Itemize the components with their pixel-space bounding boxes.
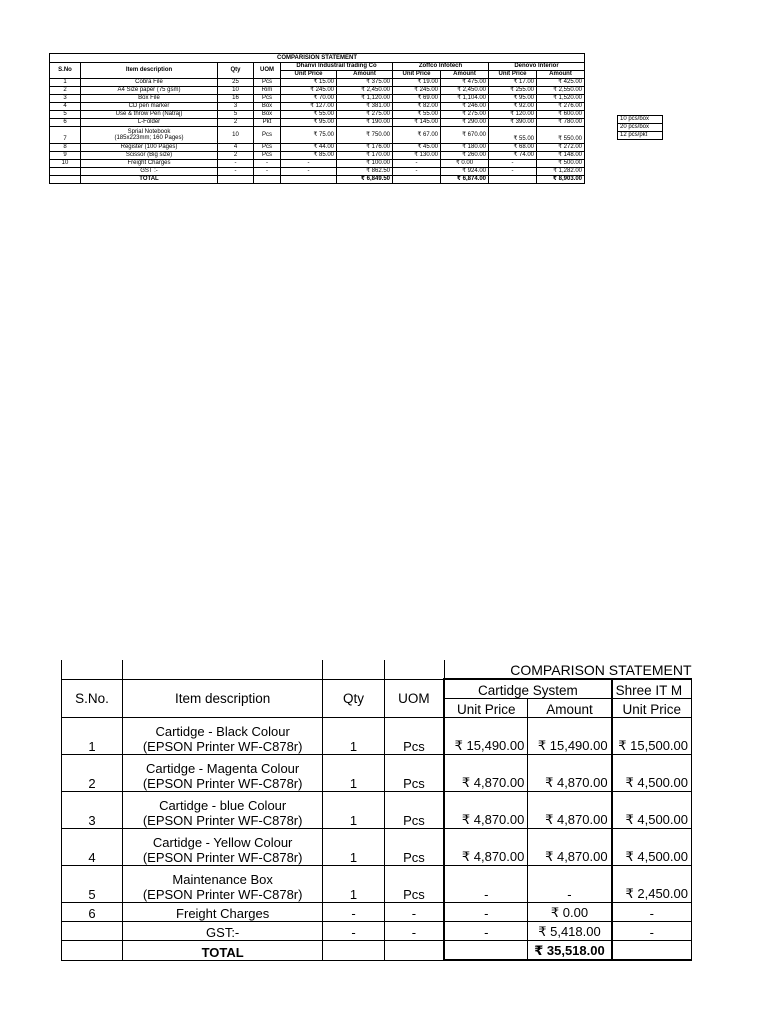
header-sno: S.No: [50, 63, 81, 79]
cell-item: CD pen marker: [81, 103, 218, 111]
cell-sno: 1: [62, 718, 123, 755]
cell-unit-price: ₹ 55.00: [281, 111, 337, 119]
header-vendor-denovo: Denovo Interior: [489, 63, 585, 71]
header-vendor-dhanvi: Dhanvi Industrail trading Co: [281, 63, 393, 71]
cell-unit-price: ₹ 15,490.00: [444, 718, 528, 755]
cell-item-line: (EPSON Printer WF-C878r): [142, 850, 303, 865]
header-qty: Qty: [218, 63, 254, 79]
cell-sno: 5: [62, 866, 123, 903]
cell-amount: ₹ 276.00: [537, 103, 585, 111]
cell-amount: ₹ 600.00: [537, 111, 585, 119]
cell-qty: 5: [218, 111, 254, 119]
cell-sno: 4: [50, 103, 81, 111]
cell-qty: 25: [218, 79, 254, 87]
cell-uom: Pcs: [384, 792, 444, 829]
cell-unit-price: ₹ 74.00: [489, 152, 537, 160]
cell-item: Scissor (Big size): [81, 152, 218, 160]
table-row: [62, 792, 692, 829]
cell-unit-price: -: [444, 866, 528, 903]
cell-unit-price: [281, 176, 337, 184]
cell-amount: ₹ 4,870.00: [528, 829, 612, 866]
table-row: [50, 152, 585, 160]
cell-amount: ₹ 375.00: [337, 79, 393, 87]
cell-amount: ₹ 1,120.00: [337, 95, 393, 103]
cell-sno: [62, 941, 123, 961]
cell-unit-price: ₹ 82.00: [393, 103, 441, 111]
cell-amount: ₹ 0.00: [528, 903, 612, 922]
total-label: TOTAL: [123, 941, 323, 961]
table-row: [62, 829, 692, 866]
cell-amount: ₹ 425.00: [537, 79, 585, 87]
header-unit-price: Unit Price: [612, 699, 692, 718]
table-row: [62, 866, 692, 903]
freight-row: [62, 903, 692, 922]
table-row: [50, 95, 585, 103]
cell-uom: -: [384, 903, 444, 922]
cell-unit-price: -: [393, 168, 441, 176]
table-row: [50, 79, 585, 87]
comparison-table-cartridges-wrapper: [61, 660, 692, 976]
cell-unit-price: -: [612, 922, 692, 941]
cell-uom: -: [254, 160, 281, 168]
header-item-description: Item description: [123, 679, 323, 718]
cell-amount: -: [528, 866, 612, 903]
cell-unit-price: -: [393, 160, 441, 168]
gst-row: [62, 922, 692, 941]
cell-sno: 3: [62, 792, 123, 829]
cell-unit-price: ₹ 15,500.00: [612, 718, 692, 755]
cell-unit-price: [612, 941, 692, 961]
cell-uom: Box: [254, 111, 281, 119]
cell-unit-price: ₹ 92.00: [489, 103, 537, 111]
cell-unit-price: [489, 176, 537, 184]
cell-unit-price: [393, 176, 441, 184]
cell-item-line: (EPSON Printer WF-C878r): [142, 887, 303, 902]
cell-item-line: Cartidge - Magenta Colour: [146, 761, 300, 776]
cell-amount: ₹ 670.00: [441, 127, 489, 144]
cell-item: A4 Size paper (75 gsm): [81, 87, 218, 95]
cell-unit-price: ₹ 44.00: [281, 144, 337, 152]
cell-item-line: Cartidge - Yellow Colour: [152, 835, 293, 850]
cell-amount: ₹ 180.00: [441, 144, 489, 152]
cell-unit-price: ₹ 4,500.00: [612, 755, 692, 792]
table-row: [50, 144, 585, 152]
cell-amount: ₹ 381.00: [337, 103, 393, 111]
cell-amount: ₹ 2,450.00: [441, 87, 489, 95]
header-vendor-shree-it: Shree IT M: [612, 679, 692, 699]
header-amount: Amount: [537, 71, 585, 79]
cell-unit-price: ₹ 120.00: [489, 111, 537, 119]
cell-amount: ₹ 272.00: [537, 144, 585, 152]
cell-unit-price: -: [489, 160, 537, 168]
cell-sno: 5: [50, 111, 81, 119]
cell-item-line: Maintenance Box: [172, 872, 273, 887]
comparison-table-stationery: [49, 53, 585, 184]
cell-uom: [254, 176, 281, 184]
cell-amount: ₹ 15,490.00: [528, 718, 612, 755]
cell-sno: 1: [50, 79, 81, 87]
cell-item: Freight Charges: [81, 160, 218, 168]
cell-unit-price: ₹ 4,870.00: [444, 755, 528, 792]
cell-uom: Pcs: [254, 144, 281, 152]
cell-unit-price: [444, 941, 528, 961]
cell-amount: ₹ 2,550.00: [537, 87, 585, 95]
header-unit-price: Unit Price: [281, 71, 337, 79]
cell-sno: 2: [50, 87, 81, 95]
header-uom: UOM: [384, 679, 444, 718]
header-vendor-zoffco: Zoffco Infotech: [393, 63, 489, 71]
cell-unit-price: ₹ 4,870.00: [444, 829, 528, 866]
cell-unit-price: ₹ 255.00: [489, 87, 537, 95]
cell-amount: ₹ 475.00: [441, 79, 489, 87]
cell-unit-price: ₹ 55.00: [489, 127, 537, 144]
cell-unit-price: ₹ 390.00: [489, 119, 537, 127]
total-row: [62, 941, 692, 961]
cell-item: [81, 127, 218, 144]
cell-sno: [50, 176, 81, 184]
cell-unit-price: ₹ 55.00: [393, 111, 441, 119]
comparison-table-cartridges: [61, 660, 692, 961]
cell-sno: 6: [62, 903, 123, 922]
cell-amount: ₹ 500.00: [537, 160, 585, 168]
header-sno: S.No.: [62, 679, 123, 718]
cell-qty: 1: [323, 866, 384, 903]
cell-uom: Pcs: [384, 718, 444, 755]
cell-qty: 10: [218, 87, 254, 95]
header-amount: Amount: [441, 71, 489, 79]
packing-notes: [617, 116, 663, 140]
note: 10 pcs/box: [617, 115, 663, 124]
cell-uom: Pcs: [384, 866, 444, 903]
gst-row: [50, 168, 585, 176]
cell-unit-price: ₹ 67.00: [393, 127, 441, 144]
cell-sno: 3: [50, 95, 81, 103]
cell-amount: ₹ 100.00: [337, 160, 393, 168]
header-unit-price: Unit Price: [444, 699, 528, 718]
cell-uom: Pcs: [384, 755, 444, 792]
cell-item: Box File: [81, 95, 218, 103]
cell-unit-price: ₹ 68.00: [489, 144, 537, 152]
cell-unit-price: -: [612, 903, 692, 922]
cell-amount: ₹ 246.00: [441, 103, 489, 111]
gst-label: GST :-: [81, 168, 218, 176]
cell-unit-price: ₹ 69.00: [393, 95, 441, 103]
cell-sno: 6: [50, 119, 81, 127]
cell-item: [123, 792, 323, 829]
cell-qty: 1: [323, 792, 384, 829]
cell-amount: ₹ 4,870.00: [528, 755, 612, 792]
cell-sno: [50, 168, 81, 176]
cell-unit-price: -: [444, 903, 528, 922]
table-row: [50, 160, 585, 168]
cell-amount: ₹ 148.00: [537, 152, 585, 160]
cell-amount: ₹ 750.00: [337, 127, 393, 144]
cell-uom: -: [384, 922, 444, 941]
cell-sno: 7: [50, 127, 81, 144]
gst-label: GST:-: [123, 922, 323, 941]
cell-qty: 10: [218, 127, 254, 144]
cell-uom: Pcs: [254, 152, 281, 160]
cell-uom: Rim: [254, 87, 281, 95]
table-row: [62, 755, 692, 792]
cell-unit-price: -: [281, 168, 337, 176]
cell-unit-price: ₹ 130.00: [393, 152, 441, 160]
table-title: COMPARISION STATEMENT: [50, 54, 585, 63]
cell-item: Cobra File: [81, 79, 218, 87]
cell-qty: 2: [218, 152, 254, 160]
header-vendor-cartidge-system: Cartidge System: [444, 679, 611, 699]
cell-amount: ₹ 176.00: [337, 144, 393, 152]
header-amount: Amount: [337, 71, 393, 79]
cell-item: [123, 866, 323, 903]
cell-amount: ₹ 1,282.00: [537, 168, 585, 176]
note: 20 pcs/box: [617, 123, 663, 132]
cell-amount: ₹ 275.00: [337, 111, 393, 119]
header-qty: Qty: [323, 679, 384, 718]
cell-unit-price: ₹ 19.00: [393, 79, 441, 87]
cell-amount: ₹ 275.00: [441, 111, 489, 119]
cell-sno: 9: [50, 152, 81, 160]
cell-unit-price: ₹ 4,870.00: [444, 792, 528, 829]
cell-item-line: Sprial Notebook: [127, 129, 171, 135]
note: 12 pcs/pkt: [617, 131, 663, 140]
cell-amount: ₹ 4,870.00: [528, 792, 612, 829]
cell-uom: Pcs: [384, 829, 444, 866]
total-amount: ₹ 6,874.00: [441, 176, 489, 184]
total-amount: ₹ 35,518.00: [528, 941, 612, 961]
cell-qty: 1: [323, 755, 384, 792]
cell-unit-price: ₹ 45.00: [393, 144, 441, 152]
cell-qty: 2: [218, 119, 254, 127]
cell-amount: ₹ 924.00: [441, 168, 489, 176]
cell-amount: ₹ 862.50: [337, 168, 393, 176]
cell-item: [123, 718, 323, 755]
cell-qty: 1: [323, 718, 384, 755]
cell-unit-price: ₹ 15.00: [281, 79, 337, 87]
table-row: [62, 718, 692, 755]
cell-item-line: (EPSON Printer WF-C878r): [142, 739, 303, 754]
cell-uom: Pcs: [254, 127, 281, 144]
cell-unit-price: ₹ 245.00: [281, 87, 337, 95]
cell-uom: -: [254, 168, 281, 176]
cell-item: Freight Charges: [123, 903, 323, 922]
cell-sno: 10: [50, 160, 81, 168]
table-row: [50, 111, 585, 119]
cell-amount: ₹ 190.00: [337, 119, 393, 127]
cell-item-line: Cartidge - Black Colour: [155, 724, 290, 739]
cell-unit-price: ₹ 245.00: [393, 87, 441, 95]
cell-qty: 16: [218, 95, 254, 103]
cell-amount: ₹ 290.00: [441, 119, 489, 127]
table-row: [50, 103, 585, 111]
cell-item: L-Folder: [81, 119, 218, 127]
cell-amount: ₹ 1,520.00: [537, 95, 585, 103]
cell-qty: -: [323, 903, 384, 922]
cell-qty: -: [218, 160, 254, 168]
table-row: [50, 119, 585, 127]
header-uom: UOM: [254, 63, 281, 79]
cell-unit-price: ₹ 95.00: [281, 119, 337, 127]
cell-uom: Pcs: [254, 95, 281, 103]
cell-item: Use & throw Pen (Natraj): [81, 111, 218, 119]
cell-sno: 2: [62, 755, 123, 792]
header-unit-price: Unit Price: [393, 71, 441, 79]
total-amount: ₹ 6,849.50: [337, 176, 393, 184]
cell-unit-price: -: [444, 922, 528, 941]
cell-qty: 4: [218, 144, 254, 152]
cell-unit-price: ₹ 2,450.00: [612, 866, 692, 903]
cell-unit-price: ₹ 85.00: [281, 152, 337, 160]
total-amount: ₹ 8,903.00: [537, 176, 585, 184]
cell-amount: ₹ 260.00: [441, 152, 489, 160]
cell-amount: ₹ 5,418.00: [528, 922, 612, 941]
cell-unit-price: ₹ 17.00: [489, 79, 537, 87]
cell-sno: [62, 922, 123, 941]
table-row: [50, 87, 585, 95]
total-row: [50, 176, 585, 184]
cell-item: Register (100 Pages): [81, 144, 218, 152]
cell-item: [123, 755, 323, 792]
cell-unit-price: ₹ 4,500.00: [612, 829, 692, 866]
cell-unit-price: ₹ 70.00: [281, 95, 337, 103]
cell-qty: [323, 941, 384, 961]
cell-unit-price: -: [489, 168, 537, 176]
cell-item: [123, 829, 323, 866]
header-amount: Amount: [528, 699, 612, 718]
cell-unit-price: ₹ 127.00: [281, 103, 337, 111]
cell-item-line: Cartidge - blue Colour: [159, 798, 287, 813]
cell-amount: ₹ 780.00: [537, 119, 585, 127]
cell-amount: ₹ 2,450.00: [337, 87, 393, 95]
cell-uom: Pcs: [254, 79, 281, 87]
cell-uom: Pkt: [254, 119, 281, 127]
cell-item-line: (EPSON Printer WF-C878r): [142, 813, 303, 828]
cell-item-line: (EPSON Printer WF-C878r): [142, 776, 303, 791]
header-item-description: Item description: [81, 63, 218, 79]
cell-qty: 1: [323, 829, 384, 866]
cell-amount: ₹ 0.00: [441, 160, 489, 168]
table-row: [50, 127, 585, 144]
cell-unit-price: -: [281, 160, 337, 168]
cell-qty: 3: [218, 103, 254, 111]
cell-sno: 4: [62, 829, 123, 866]
cell-unit-price: ₹ 75.00: [281, 127, 337, 144]
cell-uom: Box: [254, 103, 281, 111]
cell-amount: ₹ 550.00: [537, 127, 585, 144]
cell-qty: [218, 176, 254, 184]
cell-unit-price: ₹ 4,500.00: [612, 792, 692, 829]
cell-sno: 8: [50, 144, 81, 152]
cell-unit-price: ₹ 145.00: [393, 119, 441, 127]
cell-uom: [384, 941, 444, 961]
cell-item-line: (185x223mm; 160 Pages): [114, 135, 184, 141]
cell-qty: -: [323, 922, 384, 941]
cell-amount: ₹ 1,104.00: [441, 95, 489, 103]
cell-amount: ₹ 170.00: [337, 152, 393, 160]
total-label: TOTAL: [81, 176, 218, 184]
table-title: COMPARISON STATEMENT: [444, 660, 691, 679]
header-unit-price: Unit Price: [489, 71, 537, 79]
cell-unit-price: ₹ 95.00: [489, 95, 537, 103]
cell-qty: -: [218, 168, 254, 176]
